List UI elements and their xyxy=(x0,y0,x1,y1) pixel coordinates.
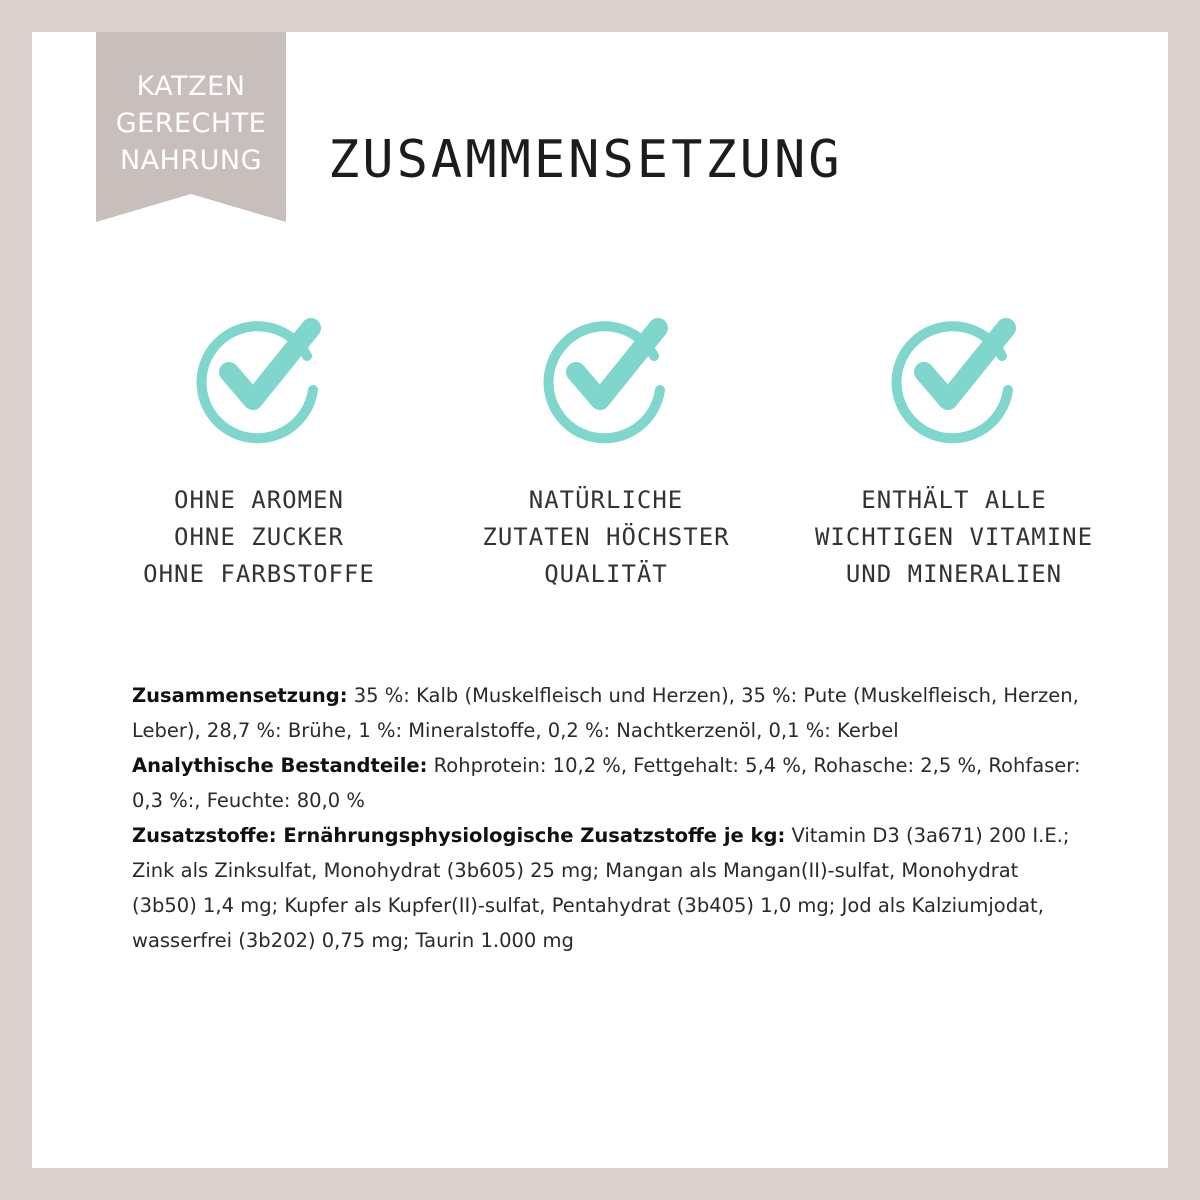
additives-label: Zusatzstoffe: Ernährungsphysiologische Zusatzstoffe je kg: xyxy=(132,824,786,847)
feature-line: OHNE AROMEN xyxy=(174,486,344,514)
composition-paragraph xyxy=(132,678,1082,748)
feature-line: OHNE FARBSTOFFE xyxy=(143,560,375,588)
page-title: ZUSAMMENSETZUNG xyxy=(328,130,843,190)
analytics-label: Analythische Bestandteile: xyxy=(132,754,428,777)
feature-label xyxy=(119,482,399,593)
feature-line: WICHTIGEN VITAMINE xyxy=(814,523,1094,551)
feature-line: ZUTATEN HÖCHSTER xyxy=(482,523,730,551)
check-circle-icon xyxy=(884,304,1024,444)
check-circle-icon xyxy=(536,304,676,444)
additives-paragraph xyxy=(132,818,1082,958)
feature-line: ENTHÄLT ALLE xyxy=(861,486,1047,514)
feature-line: OHNE ZUCKER xyxy=(174,523,344,551)
content-card xyxy=(32,32,1168,1168)
badge-line: NAHRUNG xyxy=(119,145,263,176)
feature-line: NATÜRLICHE xyxy=(528,486,684,514)
feature-vitamins-minerals xyxy=(814,304,1094,593)
analytics-paragraph xyxy=(132,748,1082,818)
composition-label: Zusammensetzung: xyxy=(132,684,348,707)
check-circle-icon xyxy=(189,304,329,444)
badge-line: GERECHTE xyxy=(115,108,267,139)
badge-line: KATZEN xyxy=(136,71,246,102)
badge-text xyxy=(96,68,286,179)
additives-text: Vitamin D3 (3a671) 200 I.E.; Zink als Zinksulfat, Monohydrat (3b605) 25 mg; Mangan als Mangan(II)-sulfat, Monohydrat (3b50) 1,4 mg; Kupfer als Kupfer(II)-sulfat, Pentahydrat (3b405) 1,0 mg; Jod als Kalziumjodat, wasserfrei (3b202) 0,75 mg; Taurin 1.000 mg xyxy=(132,824,1070,952)
composition-text: 35 %: Kalb (Muskelfleisch und Herzen), 35 %: Pute (Muskelfleisch, Herzen, Leber), 28,7 %: Brühe, 1 %: Mineralstoffe, 0,2 %: Nachtkerzenöl, 0,1 %: Kerbel xyxy=(132,684,1079,742)
feature-line: UND MINERALIEN xyxy=(845,560,1063,588)
feature-no-additives xyxy=(119,304,399,593)
badge-ribbon xyxy=(96,32,286,222)
feature-label xyxy=(466,482,746,593)
analytics-text: Rohprotein: 10,2 %, Fettgehalt: 5,4 %, Rohasche: 2,5 %, Rohfaser: 0,3 %:, Feuchte: 80,0 % xyxy=(132,754,1081,812)
feature-label xyxy=(814,482,1094,593)
feature-natural-ingredients xyxy=(466,304,746,593)
feature-line: QUALITÄT xyxy=(544,560,668,588)
composition-details xyxy=(132,678,1082,958)
